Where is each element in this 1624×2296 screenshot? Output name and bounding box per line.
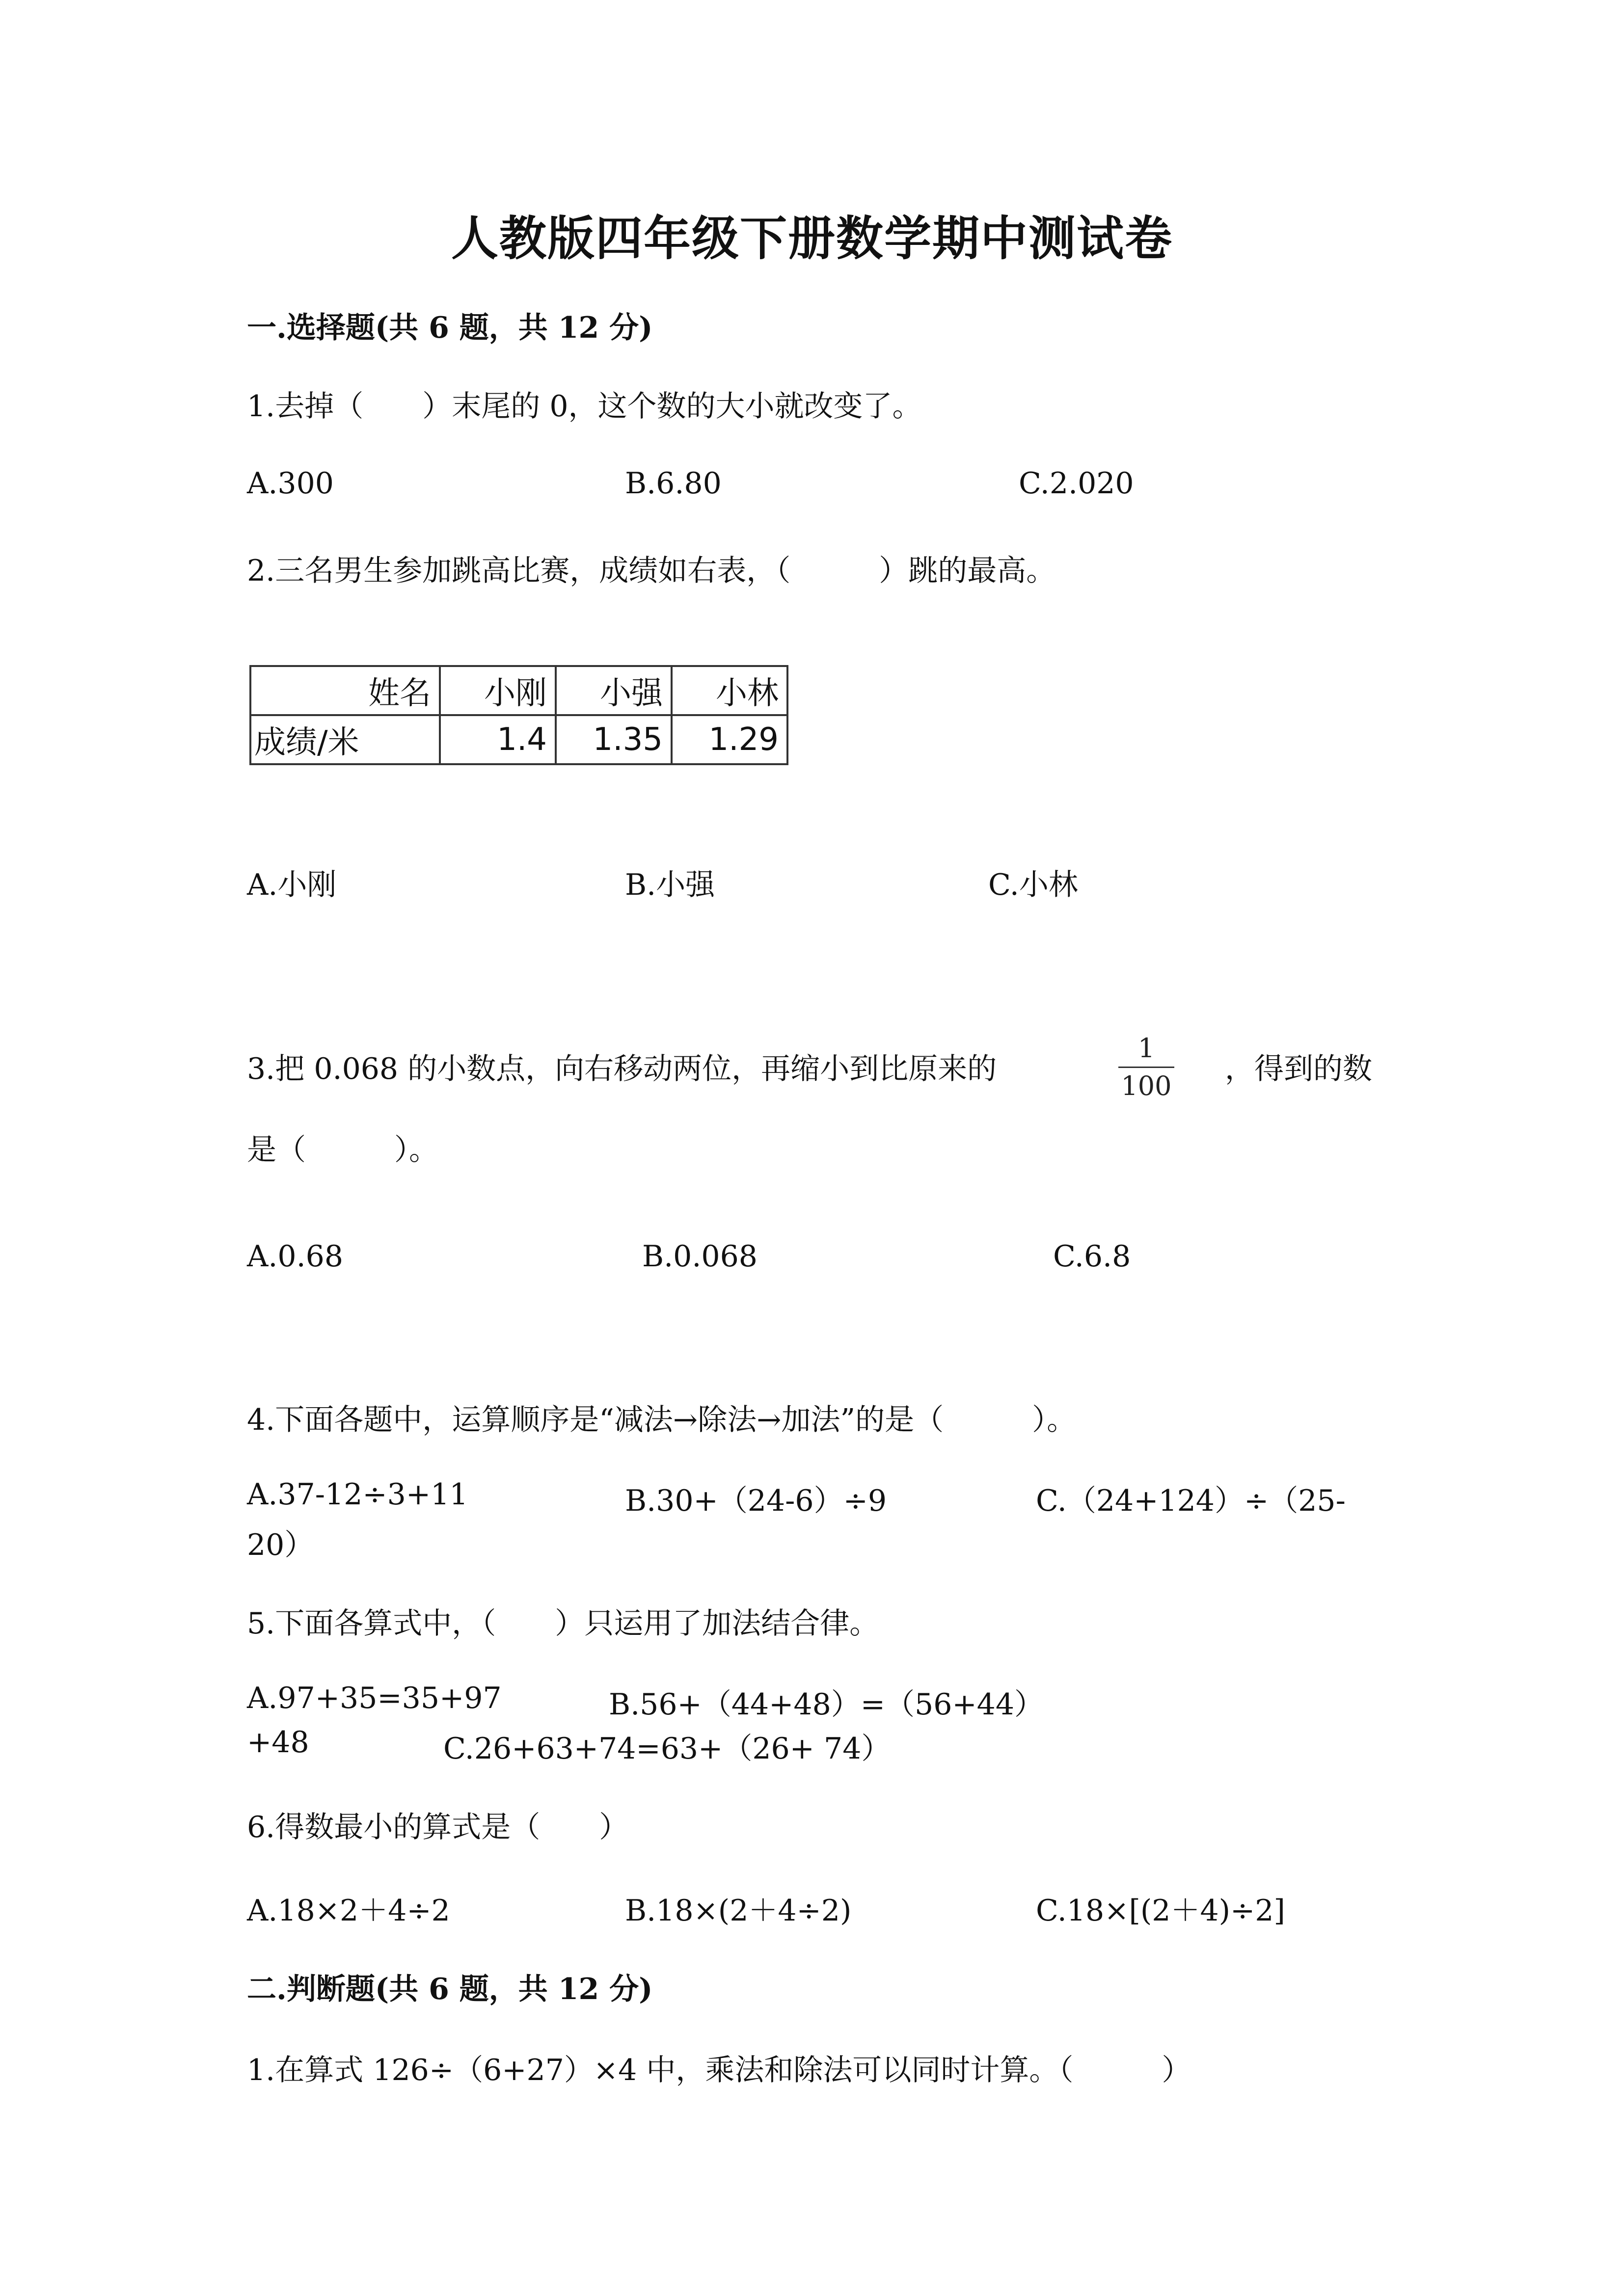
- table-row: [250, 666, 787, 715]
- question-5-option-b: B.56+（44+48）=（56+44）: [609, 1687, 1044, 1722]
- fraction-numerator: 1: [1137, 1033, 1155, 1064]
- question-1-option-b: B.6.80: [625, 466, 722, 501]
- page-title: 人教版四年级下册数学期中测试卷: [451, 211, 1173, 266]
- table-cell: 小强: [556, 666, 672, 715]
- question-5-option-b-cont: +48: [247, 1725, 309, 1760]
- fraction-bar: [1118, 1067, 1174, 1068]
- question-3-option-a: A.0.68: [247, 1239, 343, 1274]
- question-1-stem: 1.去掉（ ）末尾的 0，这个数的大小就改变了。: [247, 389, 922, 424]
- section-heading-choice: 一.选择题(共 6 题，共 12 分): [247, 311, 653, 345]
- question-2-option-a: A.小刚: [247, 868, 337, 902]
- fraction-denominator: 100: [1121, 1070, 1172, 1101]
- table-cell: 1.29: [672, 715, 787, 764]
- question-1-option-a: A.300: [247, 466, 334, 501]
- question-4-option-c-cont: 20）: [247, 1528, 314, 1562]
- table-cell: 1.4: [440, 715, 556, 764]
- question-6-stem: 6.得数最小的算式是（ ）: [247, 1810, 629, 1844]
- table-row: [250, 715, 787, 764]
- question-5-stem: 5.下面各算式中，（ ）只运用了加法结合律。: [247, 1606, 879, 1641]
- question-6-option-c: C.18×[(2＋4)÷2]: [1036, 1894, 1285, 1928]
- question-4-option-c: C.（24+124）÷（25-: [1036, 1484, 1346, 1518]
- question-3-stem-end: ，得到的数: [1225, 1052, 1372, 1086]
- question-4-stem: 4.下面各题中，运算顺序是“减法→除法→加法”的是（ ）。: [247, 1403, 1077, 1437]
- question-6-option-a: A.18×2＋4÷2: [247, 1894, 450, 1928]
- table-cell: 成绩/米: [250, 715, 440, 764]
- fraction: [1114, 1033, 1178, 1101]
- question-3-stem: 3.把 0.068 的小数点，向右移动两位，再缩小到比原来的: [247, 1052, 997, 1086]
- question-2-option-c: C.小林: [988, 868, 1078, 902]
- question-3-stem-line2: 是（ ）。: [247, 1133, 438, 1167]
- section-heading-judgement: 二.判断题(共 6 题，共 12 分): [247, 1972, 653, 2006]
- question-1-option-c: C.2.020: [1019, 466, 1134, 501]
- question-5-option-c: C.26+63+74=63+（26+ 74）: [443, 1732, 891, 1766]
- table-cell: 小林: [672, 666, 787, 715]
- question-4-option-b: B.30+（24-6）÷9: [625, 1484, 887, 1518]
- question-2-stem: 2.三名男生参加跳高比赛，成绩如右表，（ ）跳的最高。: [247, 554, 1056, 588]
- question-5-option-a: A.97+35=35+97: [247, 1681, 502, 1715]
- question-6-option-b: B.18×(2＋4÷2): [625, 1894, 852, 1928]
- judgement-question-1-stem: 1.在算式 126÷（6+27）×4 中，乘法和除法可以同时计算。（ ）: [247, 2053, 1191, 2087]
- table-cell: 1.35: [556, 715, 672, 764]
- question-3-option-c: C.6.8: [1053, 1239, 1131, 1274]
- score-table: [249, 665, 788, 765]
- question-3-option-b: B.0.068: [642, 1239, 758, 1274]
- question-4-option-a: A.37-12÷3+11: [247, 1477, 468, 1512]
- question-2-option-b: B.小强: [625, 868, 715, 902]
- table-cell: 小刚: [440, 666, 556, 715]
- table-cell: 姓名: [250, 666, 440, 715]
